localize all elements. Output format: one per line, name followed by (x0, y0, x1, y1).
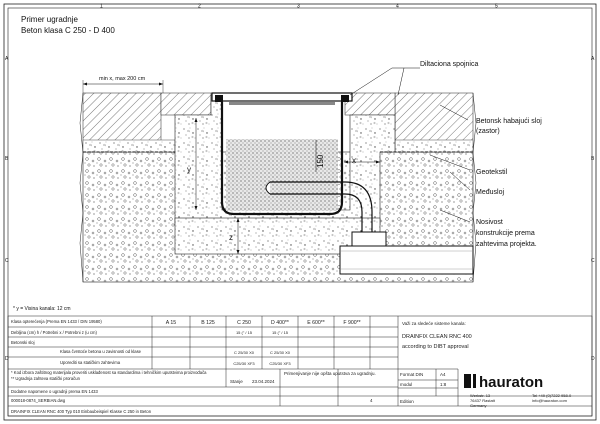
grid-row-a-r: A (591, 56, 595, 62)
tb-product1: DRAINFIX CLEAN RNC 400 (402, 334, 472, 340)
tb-edition-label: Edition (400, 399, 414, 404)
tb-left-1: Debljina (cm) h / Potrebni x / Potrebni z (u cm) (11, 330, 97, 335)
dim-top (83, 76, 163, 93)
channel-grate (212, 93, 352, 101)
class-a15: A 15 (165, 320, 177, 326)
dim-y-label: y (187, 165, 191, 174)
dim-x-label: x (352, 156, 356, 165)
sewer-pipe (340, 246, 473, 274)
label-layer2: (zastor) (476, 128, 500, 135)
title-line2: Beton klasa C 250 - D 400 (21, 26, 115, 35)
class-e600: E 600** (307, 320, 325, 326)
val-d-row3: C25/30 XF3 (269, 361, 291, 366)
tb-left-4: Uporediti sa statičkim zahtevima (60, 360, 121, 365)
grid-row-c: C (5, 258, 9, 264)
label-support3: zahtevima projekta. (476, 241, 537, 248)
tb-header-right: Važi za sledeće sisteme kanala: (402, 321, 466, 326)
load-classes (166, 320, 361, 326)
grid-col-1: 1 (100, 3, 103, 10)
tb-sheet: 4 (370, 398, 373, 403)
tb-left-3: Klasa čvrstoće betona u zavisnosti od klase (60, 349, 142, 354)
label-support2: konstrukcije prema (476, 230, 535, 237)
label-geotextile: Geotekstil (476, 169, 508, 176)
title-line1: Primer ugradnje (21, 15, 78, 24)
block-left-top (161, 93, 211, 115)
tb-notes2: ** Ugradnja zahteva statički proračun (11, 376, 80, 381)
tb-approval: Primenjivanje nije opšta uputstva za ugradnju. (284, 371, 376, 376)
title-block-right (230, 321, 472, 404)
logo-text: hauraton (479, 374, 544, 391)
class-d400: D 400** (271, 320, 289, 326)
break-line-left (80, 93, 83, 282)
val-c-row3: C25/30 XF3 (233, 361, 255, 366)
grid-row-b: B (5, 156, 9, 162)
addr3: Germany (470, 403, 487, 408)
grid-col-5: 5 (495, 3, 498, 10)
grid-col-2: 2 (198, 3, 201, 10)
tb-drawing-no: 000018-0874_SERBIAN.dwg (11, 398, 66, 403)
grid-row-d-r: D (591, 356, 595, 362)
tb-left-5: Dodatne napomene o ugradnji prema EN 1433 (11, 389, 98, 394)
val-d-row2: C 25/30 X0 (269, 350, 291, 355)
tb-bottom: DRAINFIX CLEAN RNC 400 Typ 010 Einbaubeispiel Klasse C 250 in Beton (11, 409, 152, 414)
tb-format-value: A4 (440, 372, 446, 377)
channel-filter-media (226, 139, 338, 211)
val-c-row2: C 25/30 X0 (233, 350, 255, 355)
grid-row-c-r: C (591, 258, 595, 264)
grid-row-a: A (5, 56, 9, 62)
tb-date-label: Stanje (230, 379, 243, 384)
tb-left-0: Klasa opterećenja (Prema EN 1433 / DIN 19580) (11, 319, 102, 324)
grid-col-3: 3 (297, 3, 300, 10)
dim-150-label: 150 (316, 154, 325, 168)
class-f900: F 900** (343, 320, 361, 326)
grid-row-d: D (5, 356, 9, 362)
addr1: Werkstr. 13 (470, 393, 491, 398)
tb-format-label: Format DIN (400, 372, 424, 377)
hauraton-logo (464, 374, 543, 391)
tb-date: 23.04.2024 (252, 379, 275, 384)
label-support1: Nosivost (476, 219, 503, 226)
label-interlayer: Međusloj (476, 189, 505, 196)
tb-notes: * Kod izbora zaštitnog materijala proveriti usklađenost sa standardima i tehničkim uputstvima proizvođača (11, 370, 207, 375)
class-values (233, 330, 291, 366)
title-block-text (11, 319, 207, 414)
label-dilatation: Diltaciona spojnica (420, 61, 479, 68)
dim-z-label: z (229, 233, 233, 242)
grid-row-b-r: B (591, 156, 595, 162)
tel: Tel +49 (0)7222 958-0 (532, 393, 572, 398)
addr2: 76437 Rastatt (470, 398, 495, 403)
class-b125: B 125 (201, 320, 215, 326)
grate-edge-right (341, 95, 349, 102)
tb-module-label: modul (400, 382, 413, 387)
footnote: * y = Visina kanala: 12 cm (13, 306, 71, 312)
tb-module-value: 1:8 (440, 382, 447, 387)
grid-col-4: 4 (396, 3, 399, 10)
grate-edge-left (215, 95, 223, 102)
interlayer-left (83, 140, 175, 152)
cassette-rim (229, 102, 335, 105)
val-c-row1: 15 (" / 15 (235, 330, 253, 335)
class-c250: C 250 (237, 320, 251, 326)
val-d-row1: 15 (" / 15 (271, 330, 289, 335)
tb-left-2: Betonski sloj (11, 340, 35, 345)
label-layer1: Betonsk habajući sloj (476, 118, 542, 125)
logo-mark (464, 374, 471, 388)
tb-product2: according to DIBT approval (402, 344, 469, 350)
dim-top-label: min x, max 200 cm (99, 76, 146, 82)
interlayer-right (395, 140, 473, 152)
web: info@hauraton.com (532, 398, 567, 403)
